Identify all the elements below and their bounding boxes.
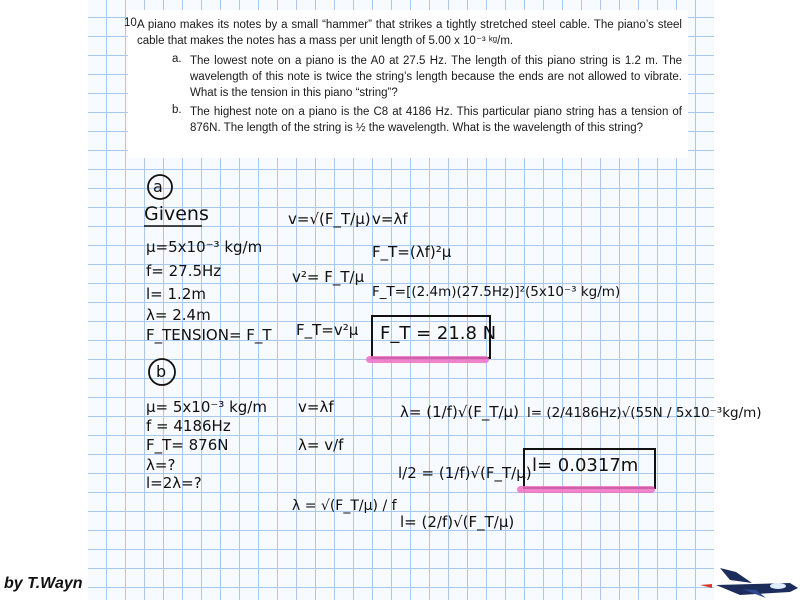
given-a-4: F_TENSION= F_T: [146, 326, 272, 344]
eq-b-5: l/2 = (1/f)√(F_T/μ): [398, 464, 532, 482]
part-b-text: The highest note on a piano is the C8 at 4186 Hz. This particular piano string has a tension of 876N. The length of the string is ½ the wavelength. What is the wavelength of this string?: [190, 106, 682, 134]
givens-heading: Givens: [144, 203, 209, 225]
eq-b-6: l= (2/f)√(F_T/μ): [400, 513, 515, 531]
eq-b-4: λ= (1/f)√(F_T/μ): [400, 403, 519, 421]
answer-a: F_T = 21.8 N: [380, 323, 497, 344]
eq-a-1: v=√(F_T/μ): [288, 210, 371, 228]
part-b-work-label: b: [156, 362, 167, 381]
given-b-2: F_T= 876N: [146, 436, 229, 454]
answer-b: l= 0.0317m: [532, 455, 639, 476]
part-a-label: a.: [172, 53, 182, 65]
part-a-work-label: a: [153, 177, 163, 196]
given-a-3: λ= 2.4m: [146, 306, 211, 324]
problem-number: 10.: [124, 17, 140, 29]
eq-a-4: v=λf: [372, 210, 408, 228]
part-b-label: b.: [172, 104, 182, 116]
eq-a-2: v²= F_T/μ: [292, 268, 365, 286]
eq-b-2: λ= v/f: [298, 436, 344, 454]
eq-b-3: λ = √(F_T/μ) / f: [292, 498, 397, 514]
given-b-1: f = 4186Hz: [146, 417, 231, 435]
jet-icon: [700, 568, 798, 598]
eq-b-1: v=λf: [298, 398, 334, 416]
author-credit: by T.Wayn: [4, 575, 83, 592]
given-b-4: l=2λ=?: [146, 474, 202, 492]
eq-a-6: F_T=[(2.4m)(27.5Hz)]²(5x10⁻³ kg/m): [372, 284, 621, 300]
eq-b-7: l= (2/4186Hz)√(55N / 5x10⁻³kg/m): [527, 405, 762, 421]
given-a-2: l= 1.2m: [146, 285, 206, 303]
given-b-0: μ= 5x10⁻³ kg/m: [146, 398, 267, 416]
problem-intro: A piano makes its notes by a small “hammer” that strikes a tightly stretched steel cable. The piano’s steel cable that makes the notes has a mass per unit length of 5.00 x 10⁻³ ᵏᵍ/m.: [137, 19, 682, 47]
given-b-3: λ=?: [146, 456, 176, 474]
part-a-text: The lowest note on a piano is the A0 at 27.5 Hz. The length of this piano string is 1.2 m. The wavelength of this note is twice the string’s length because the ends are not allowed to vibrate. What is the tension in this piano “string”?: [190, 55, 682, 99]
eq-a-3: F_T=v²μ: [296, 321, 359, 339]
given-a-0: μ=5x10⁻³ kg/m: [146, 238, 263, 256]
eq-a-5: F_T=(λf)²μ: [372, 243, 452, 261]
given-a-1: f= 27.5Hz: [146, 262, 222, 280]
